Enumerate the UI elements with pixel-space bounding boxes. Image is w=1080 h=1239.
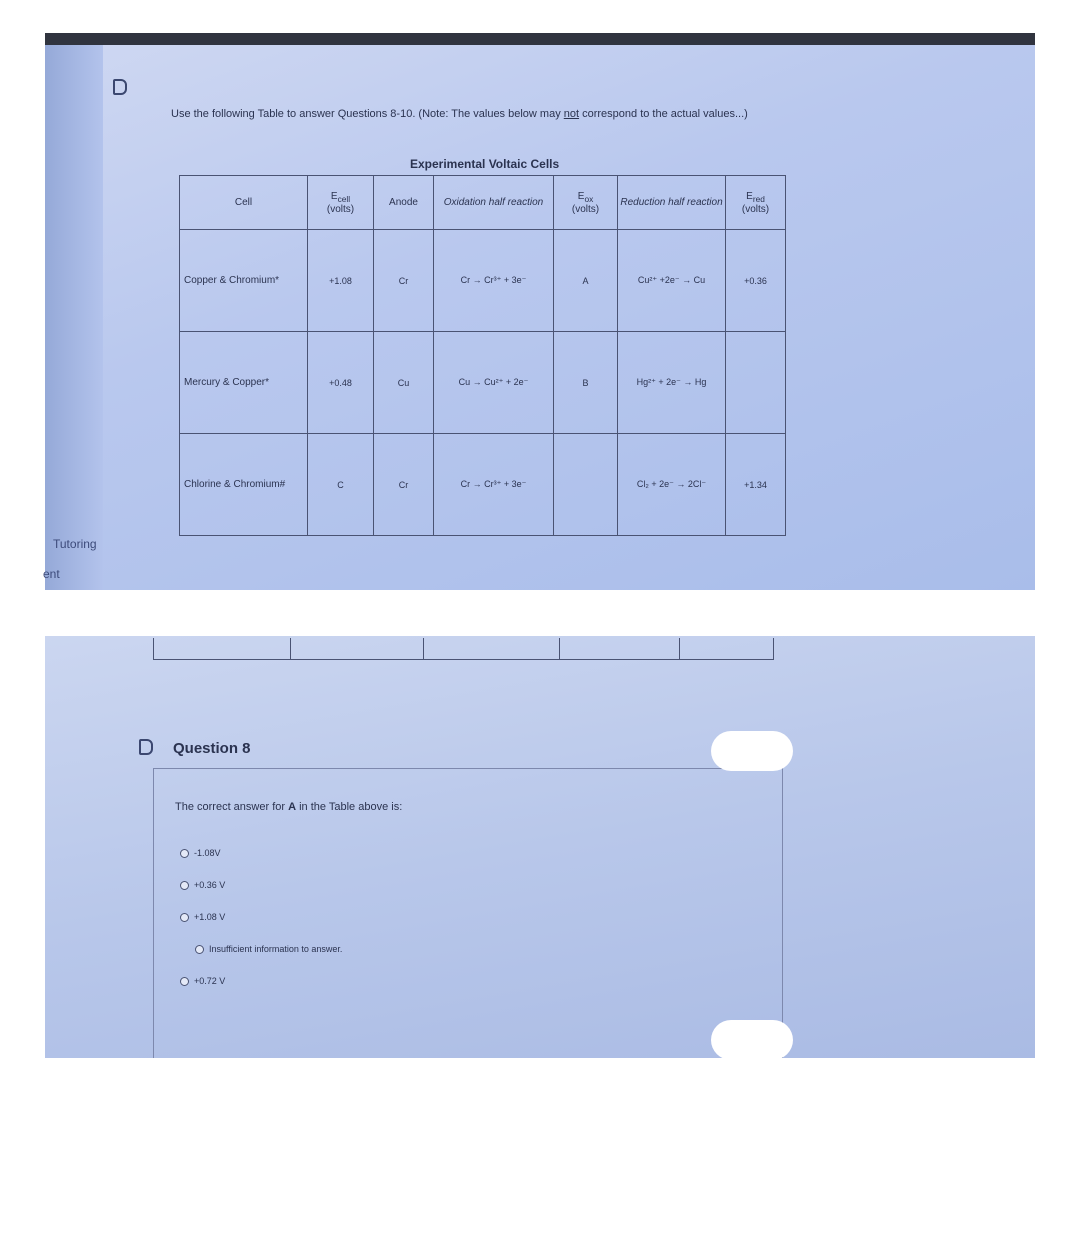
cell-ered: +1.34 [726, 434, 786, 536]
screen-edge [45, 45, 103, 590]
voltaic-cells-table [179, 175, 786, 536]
cell-name: Copper & Chromium* [180, 230, 308, 332]
answer-option[interactable]: Insufficient information to answer. [195, 944, 342, 954]
header-reduction: Reduction half reaction [618, 176, 726, 230]
cell-anode: Cu [374, 332, 434, 434]
redaction-pill [711, 731, 793, 771]
flag-icon[interactable] [139, 739, 153, 755]
instructions-text: Use the following Table to answer Questions 8-10. (Note: The values below may not correspond to the actual values...) [171, 108, 748, 120]
monitor-top-bezel [45, 33, 1035, 45]
table-row [180, 332, 786, 434]
cell-reduction: Cu²⁺ +2e⁻ → Cu [618, 230, 726, 332]
answer-option[interactable]: -1.08V [180, 848, 221, 858]
cell-eox [554, 434, 618, 536]
table-bottom-edge [153, 638, 773, 660]
cell-oxidation: Cu → Cu²⁺ + 2e⁻ [434, 332, 554, 434]
cell-eox: B [554, 332, 618, 434]
question-prompt: The correct answer for A in the Table above is: [175, 801, 403, 813]
cell-ecell: +0.48 [308, 332, 374, 434]
cell-ered [726, 332, 786, 434]
answer-option[interactable]: +0.36 V [180, 880, 225, 890]
cell-name: Mercury & Copper* [180, 332, 308, 434]
header-ecell: $E_{cell}$ (volts) [308, 176, 374, 230]
cell-ecell: +1.08 [308, 230, 374, 332]
cell-anode: Cr [374, 434, 434, 536]
radio-icon[interactable] [180, 881, 189, 890]
cell-anode: Cr [374, 230, 434, 332]
table-row [180, 434, 786, 536]
question-title: Question 8 [173, 740, 251, 757]
sidebar-partial-text: ent [43, 567, 60, 581]
screen-photo-top [45, 33, 1035, 590]
screen-photo-bottom [45, 636, 1035, 1058]
radio-icon[interactable] [180, 913, 189, 922]
table-row [180, 230, 786, 332]
answer-option[interactable]: +0.72 V [180, 976, 225, 986]
table-caption: Experimental Voltaic Cells [410, 157, 560, 171]
radio-icon[interactable] [195, 945, 204, 954]
header-ered: $E_{red}$ (volts) [726, 176, 786, 230]
redaction-pill [711, 1020, 793, 1060]
radio-icon[interactable] [180, 849, 189, 858]
cell-reduction: Cl₂ + 2e⁻ → 2Cl⁻ [618, 434, 726, 536]
header-cell: Cell [180, 176, 308, 230]
sidebar-tutoring-link[interactable]: Tutoring [53, 537, 97, 551]
cell-ered: +0.36 [726, 230, 786, 332]
cell-oxidation: Cr → Cr³⁺ + 3e⁻ [434, 434, 554, 536]
cell-reduction: Hg²⁺ + 2e⁻ → Hg [618, 332, 726, 434]
table-header-row [180, 176, 786, 230]
cell-ecell: C [308, 434, 374, 536]
header-anode: Anode [374, 176, 434, 230]
header-oxidation: Oxidation half reaction [434, 176, 554, 230]
cell-name: Chlorine & Chromium# [180, 434, 308, 536]
answer-option[interactable]: +1.08 V [180, 912, 225, 922]
cell-oxidation: Cr → Cr³⁺ + 3e⁻ [434, 230, 554, 332]
cell-eox: A [554, 230, 618, 332]
flag-icon[interactable] [113, 79, 127, 95]
radio-icon[interactable] [180, 977, 189, 986]
header-eox: $E_{ox}$ (volts) [554, 176, 618, 230]
